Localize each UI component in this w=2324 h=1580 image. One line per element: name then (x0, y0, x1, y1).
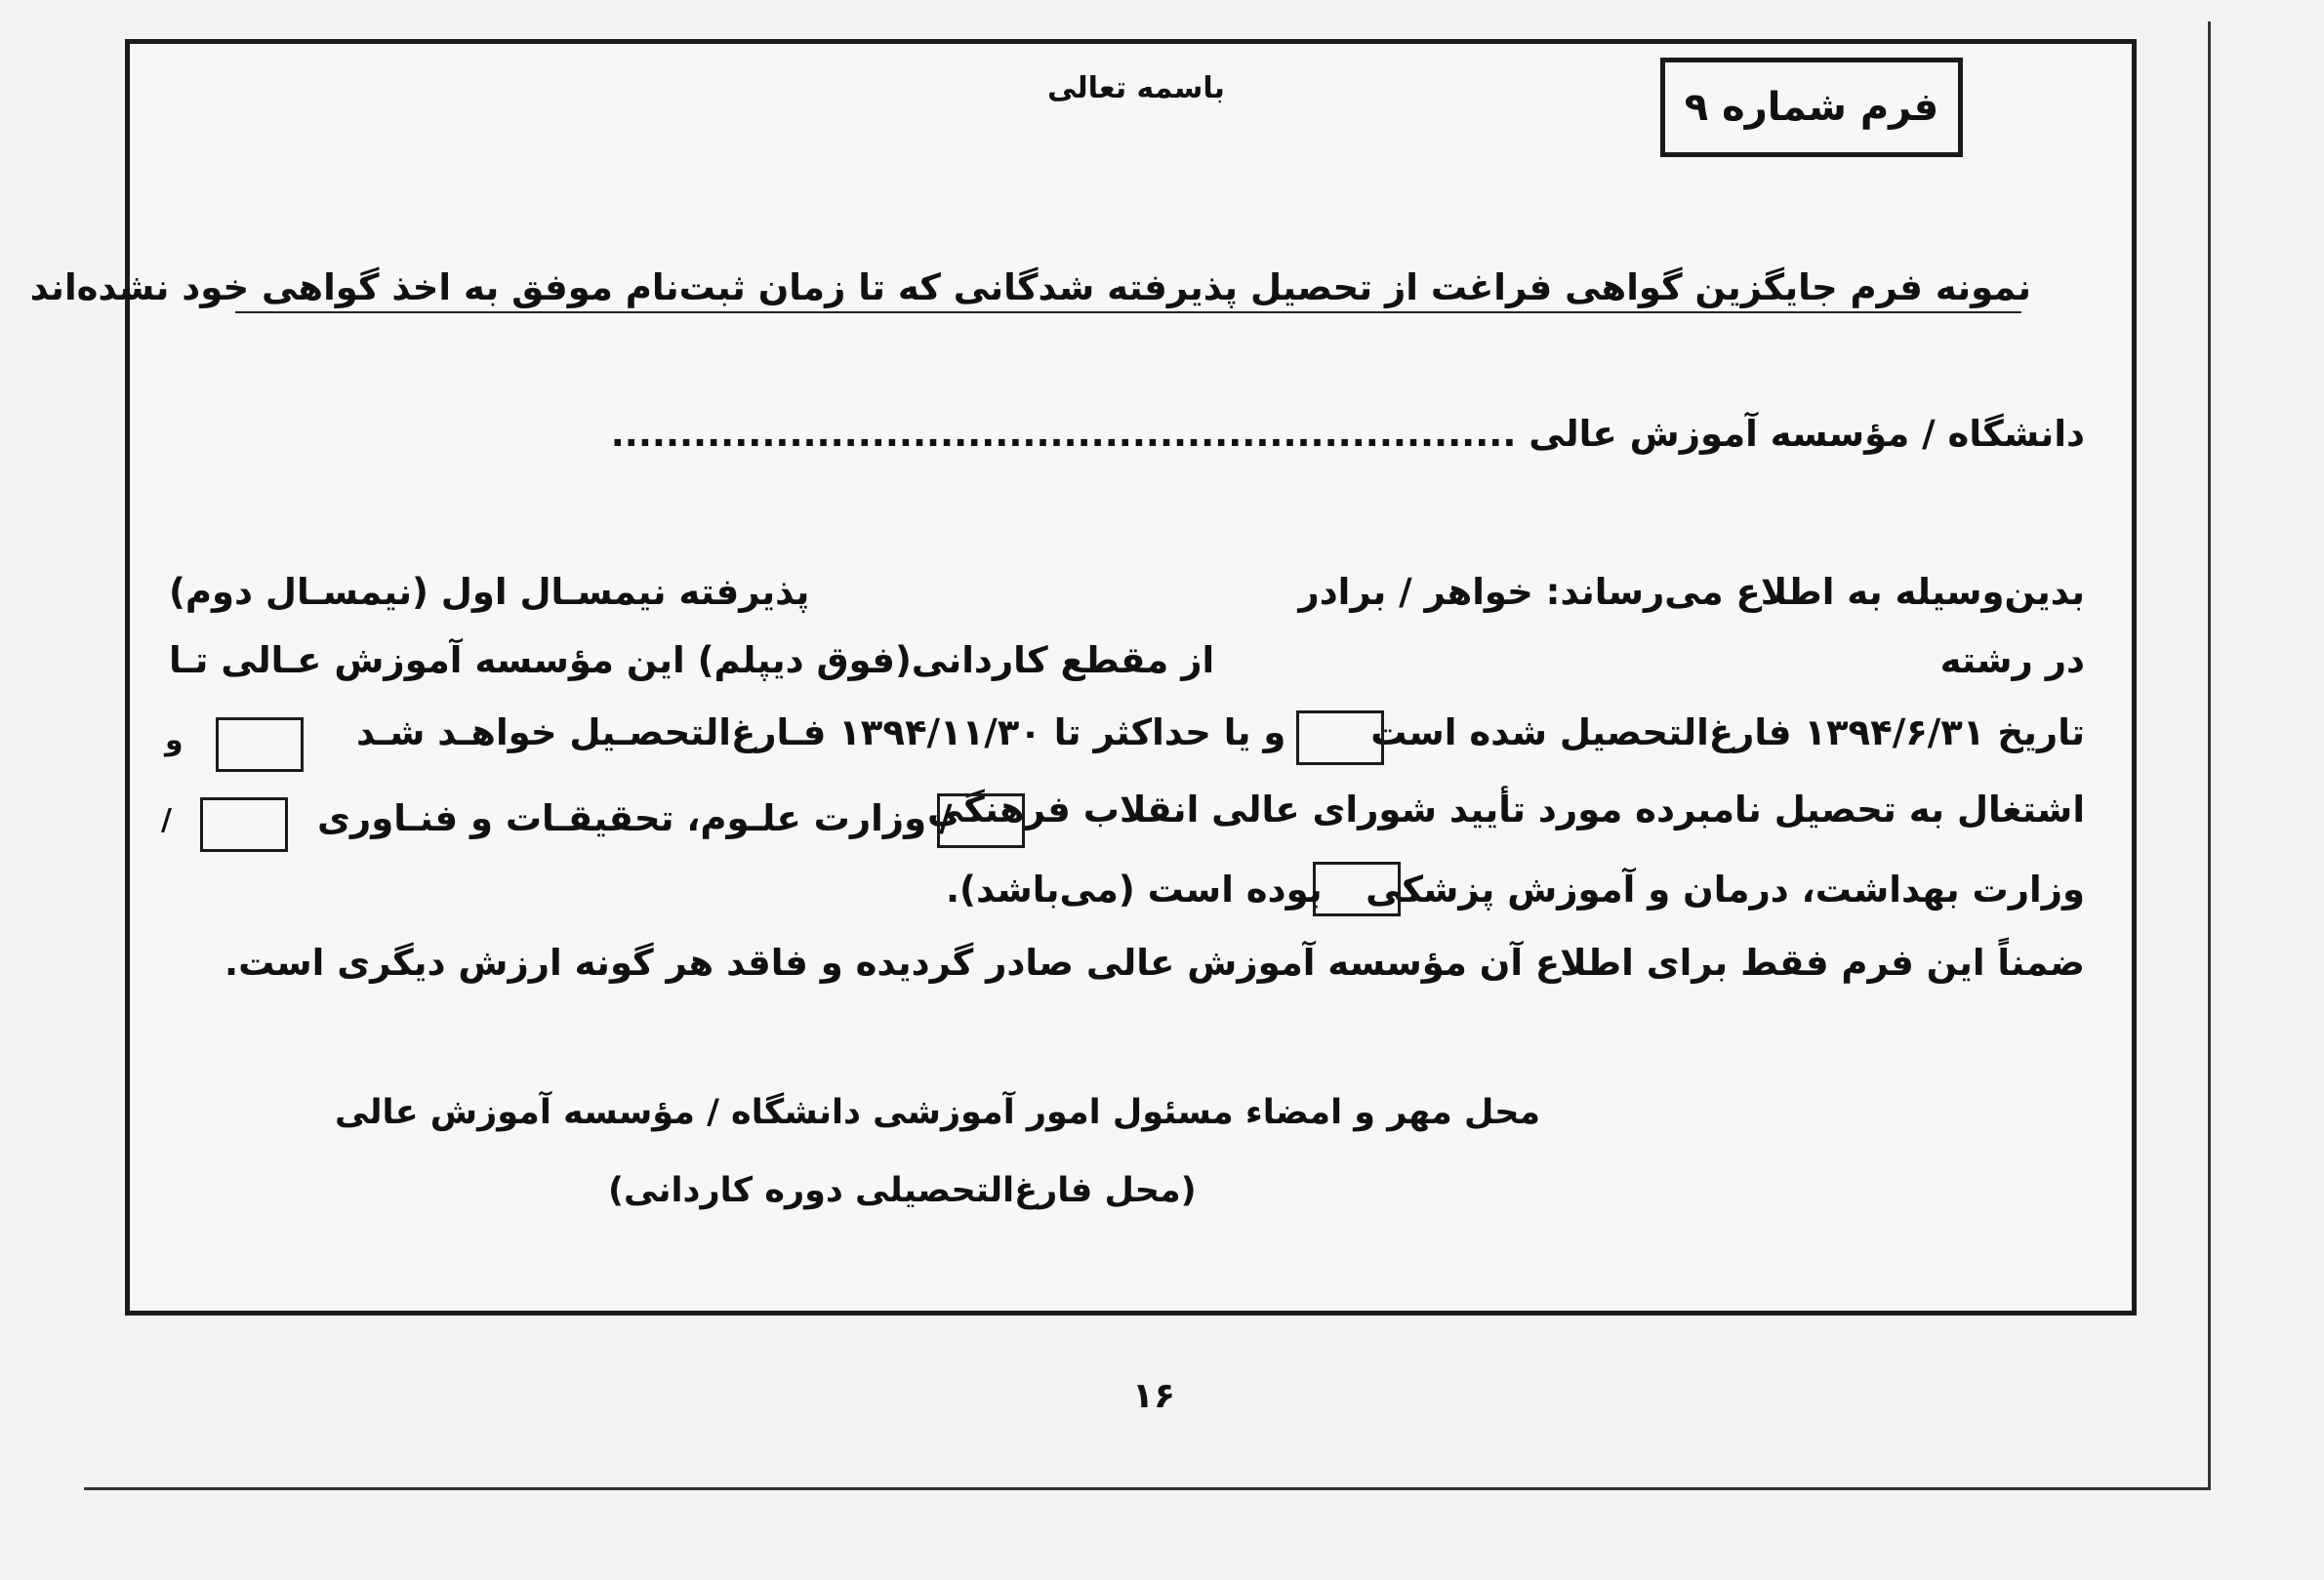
page-number: ۱۶ (1132, 1376, 1175, 1416)
body-line3-and: و (165, 723, 183, 757)
signature-line2: (محل فارغ‌التحصیلی دوره کاردانی) (608, 1171, 1197, 1210)
body-line1-right: بدین‌وسیله به اطلاع می‌رساند: خواهر / برادر (1298, 571, 2085, 613)
body-line5-end: بوده است (می‌باشد). (946, 869, 1323, 911)
body-line4-ministry-science: / وزارت علـوم، تحقیقـات و فنـاوری (317, 797, 953, 839)
body-line1-left: پذیرفته نیمسـال اول (نیمسـال دوم) (169, 571, 810, 613)
body-line4-council: اشتغال به تحصیل نامبرده مورد تأیید شورای عالی انقلاب فرهنگی (926, 789, 2085, 831)
body-line6-note: ضمناً این فرم فقط برای اطلاع آن مؤسسه آموزش عالی صادر گردیده و فاقد هر گونه ارزش دیگری است. (224, 942, 2085, 984)
signature-line1: محل مهر و امضاء مسئول امور آموزشی دانشگاه / مؤسسه آموزش عالی (335, 1093, 1541, 1132)
body-line3-deadline: و یا حداکثر تا ۱۳۹۴/۱۱/۳۰ فـارغ‌التحصـیل خواهـد شـد (356, 711, 1286, 753)
form-number-text: فرم شماره ۹ (1684, 85, 1939, 130)
university-line: دانشگاه / مؤسسه آموزش عالی .................................................................. (610, 413, 2085, 455)
invocation-text: باسمه تعالی (1047, 71, 1225, 105)
ministry-science-checkbox[interactable] (200, 797, 288, 852)
body-line3-date: تاریخ ۱۳۹۴/۶/۳۱ فارغ‌التحصیل شده است (1370, 711, 2085, 753)
graduated-checkbox[interactable] (1296, 710, 1384, 765)
body-line2-left: از مقطع کاردانی(فوق دیپلم) این مؤسسه آموزش عـالی تـا (169, 639, 1215, 681)
title-underline (235, 311, 2021, 313)
body-line4-slash: / (161, 803, 172, 837)
form-number-box (1660, 58, 1963, 157)
form-title: نمونه فرم جایگزین گواهی فراغت از تحصیل پذیرفته شدگانی که تا زمان ثبت‌نام موفق به اخذ گواهی خود نشده‌اند (29, 266, 2031, 308)
ministry-health-checkbox[interactable] (1313, 862, 1401, 916)
body-line5-ministry-health: وزارت بهداشت، درمان و آموزش پزشکی (1366, 869, 2085, 911)
form-frame (29, 39, 2137, 1316)
will-graduate-checkbox[interactable] (216, 717, 304, 772)
body-line2-right: در رشته (1939, 639, 2085, 681)
